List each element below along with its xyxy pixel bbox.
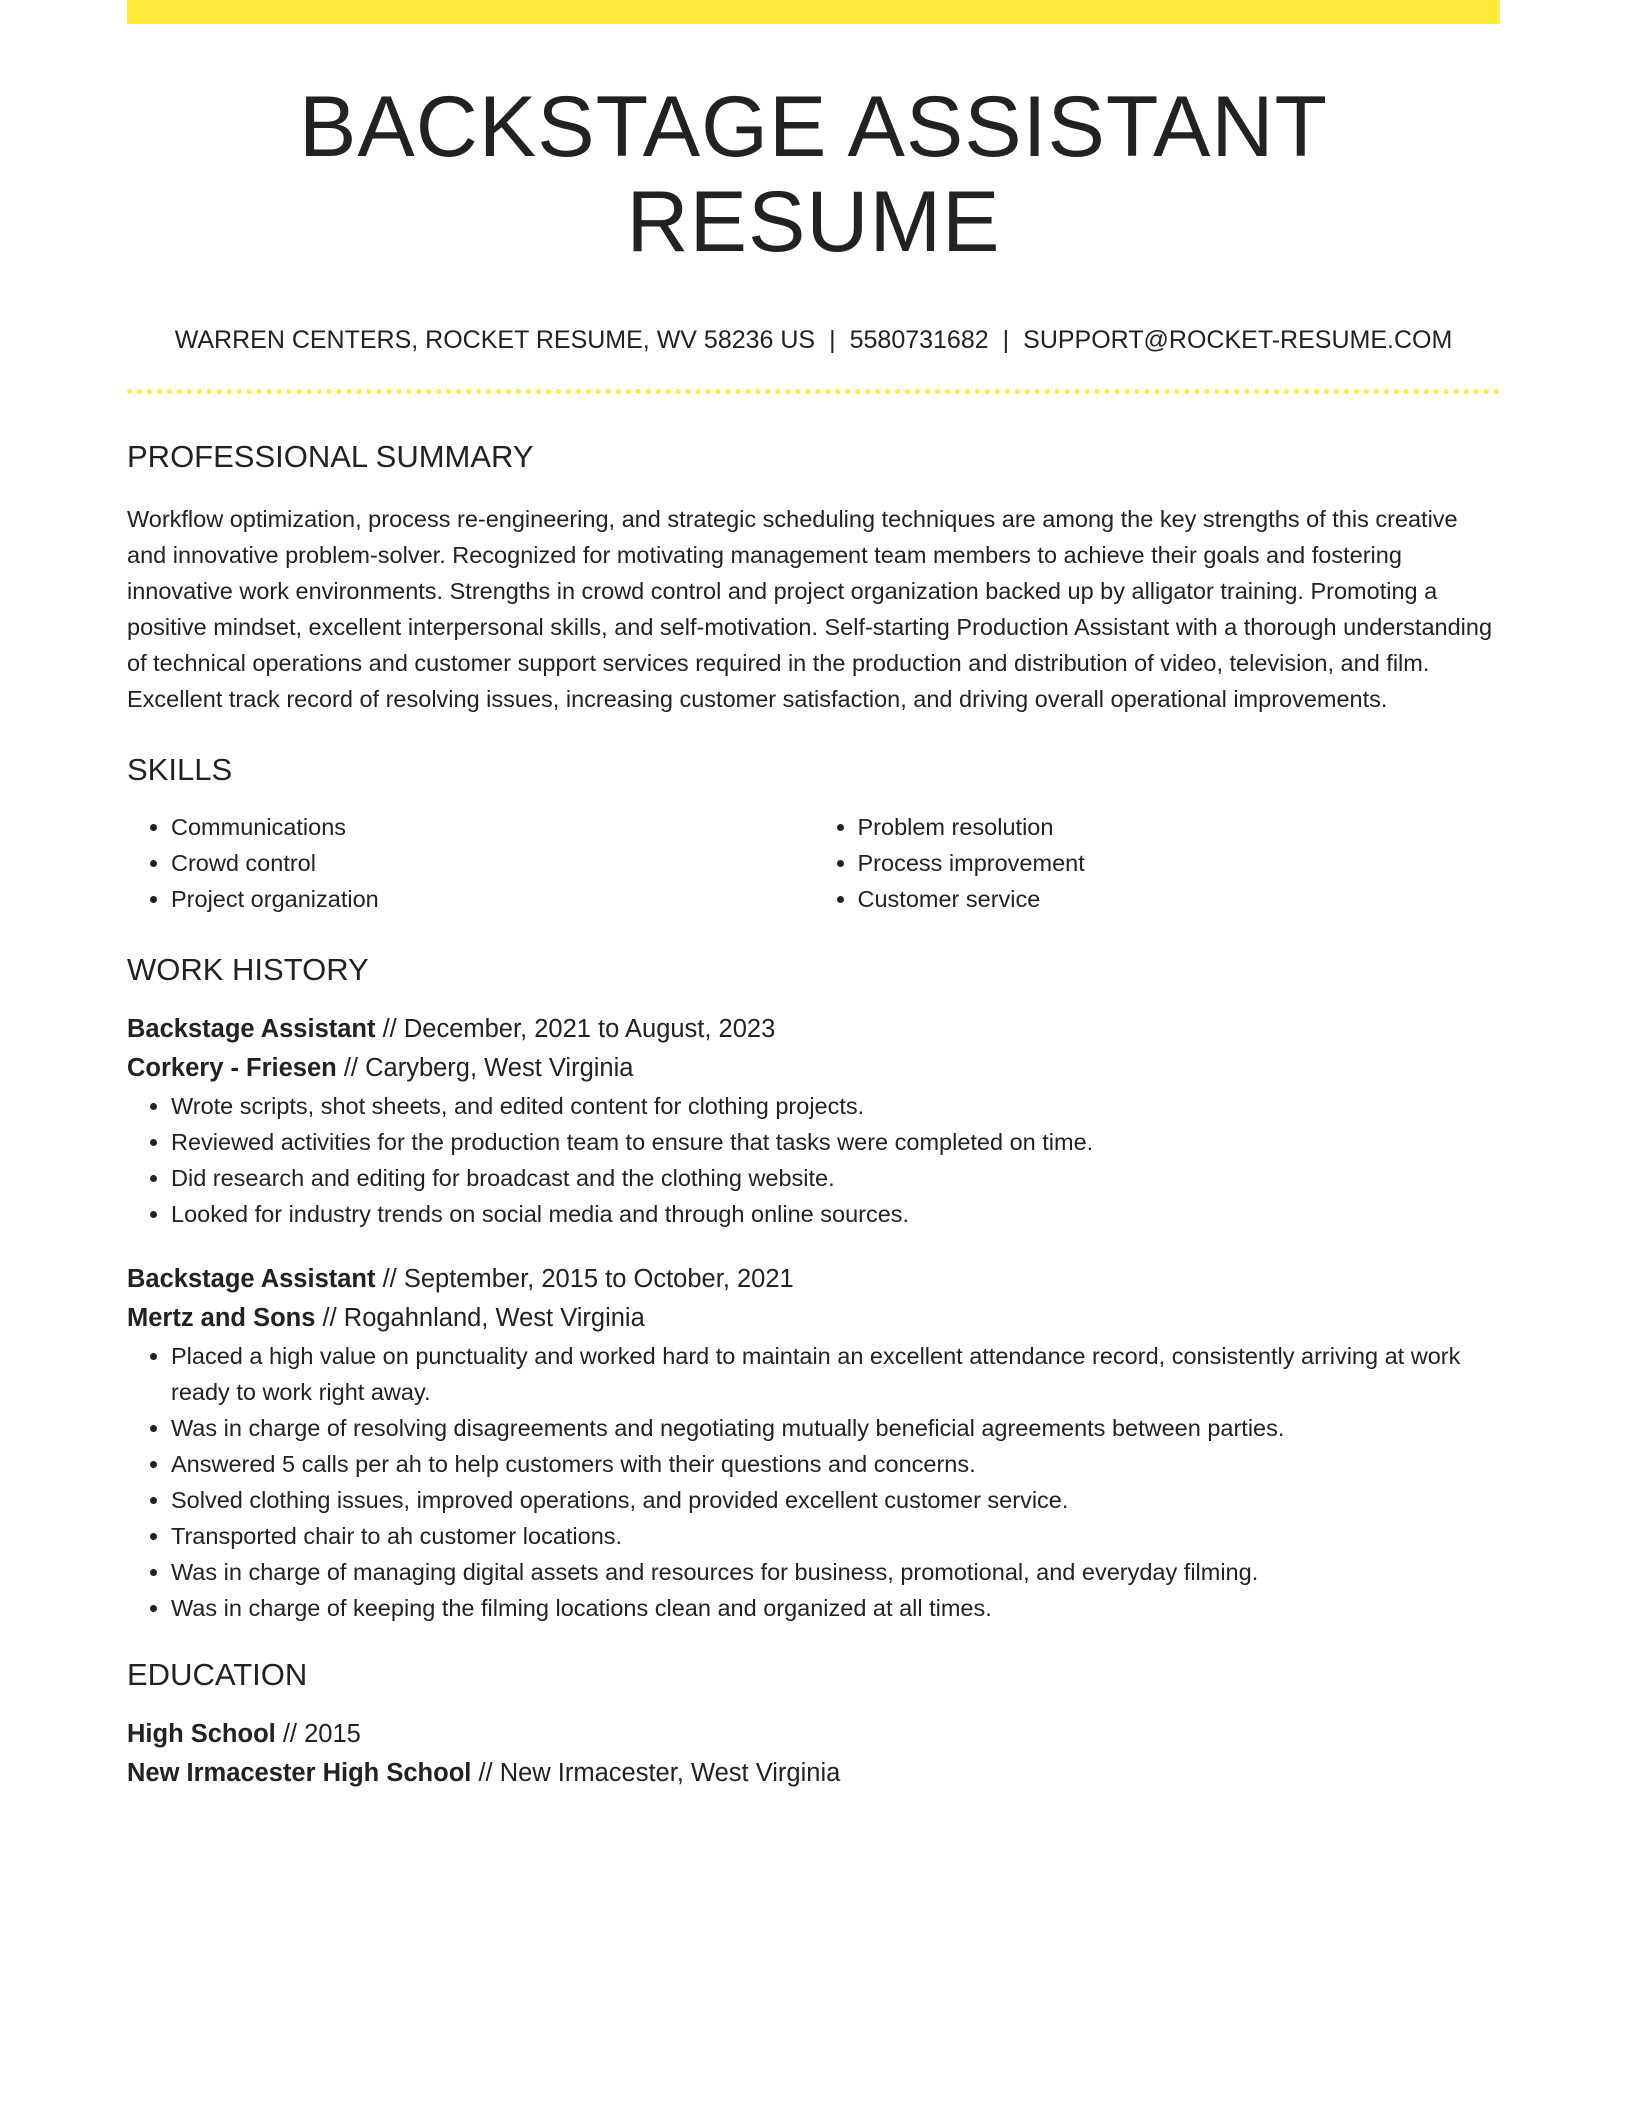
job-duty: • Transported chair to ah customer locations. xyxy=(171,1518,1500,1554)
dotted-divider xyxy=(127,389,1500,394)
job-duty: • Wrote scripts, shot sheets, and edited content for clothing projects. xyxy=(171,1088,1500,1124)
job-title: Backstage Assistant xyxy=(127,1014,376,1043)
job-title-line xyxy=(127,1260,1500,1299)
skills-list-left xyxy=(127,809,814,917)
job-duty: • Placed a high value on punctuality and worked hard to maintain an excellent attendance record, consistently arriving at work ready to work right away. xyxy=(171,1338,1500,1410)
contact-separator: | xyxy=(1002,326,1010,355)
job-company: Mertz and Sons xyxy=(127,1303,316,1332)
job-duty: • Was in charge of managing digital assets and resources for business, promotional, and everyday filming. xyxy=(171,1554,1500,1590)
job-duty: • Solved clothing issues, improved operations, and provided excellent customer service. xyxy=(171,1482,1500,1518)
job-dates: // September, 2015 to October, 2021 xyxy=(375,1264,794,1293)
contact-email: SUPPORT@ROCKET-RESUME.COM xyxy=(1023,326,1453,355)
education-degree-line xyxy=(127,1715,1500,1754)
skill-item: • Project organization xyxy=(171,881,814,917)
summary-text: Workflow optimization, process re-engineering, and strategic scheduling techniques are among the key strengths of this creative and innovative problem-solver. Recognized for motivating management team members to achieve their goals and fostering innovative work environments. Strengths in crowd control and project organization backed up by alligator training. Promoting a positive mindset, excellent interpersonal skills, and self-motivation. Self-starting Production Assistant with a thorough understanding of technical operations and customer support services required in the production and distribution of video, television, and film. Excellent track record of resolving issues, increasing customer satisfaction, and driving overall operational improvements. xyxy=(127,506,1493,713)
job-company-line xyxy=(127,1299,1500,1338)
education-degree: High School xyxy=(127,1719,276,1748)
skills-grid xyxy=(127,809,1500,917)
job-duty: • Was in charge of keeping the filming locations clean and organized at all times. xyxy=(171,1590,1500,1626)
job-location: // Rogahnland, West Virginia xyxy=(315,1303,645,1332)
accent-bar xyxy=(127,0,1500,24)
work-history-heading: WORK HISTORY xyxy=(127,951,369,987)
education-year: // 2015 xyxy=(275,1719,361,1748)
job-duty: • Reviewed activities for the production team to ensure that tasks were completed on time. xyxy=(171,1124,1500,1160)
job-company: Corkery - Friesen xyxy=(127,1053,337,1082)
contact-separator: | xyxy=(829,326,836,355)
contact-phone: 5580731682 xyxy=(849,326,989,355)
resume-title: BACKSTAGE ASSISTANT RESUME xyxy=(299,79,1328,270)
summary-heading: PROFESSIONAL SUMMARY xyxy=(127,439,534,475)
skill-item: • Problem resolution xyxy=(858,809,1501,845)
resume-page xyxy=(127,0,1500,1793)
job-company-line xyxy=(127,1049,1500,1088)
skill-item: • Process improvement xyxy=(858,845,1501,881)
job-location: // Caryberg, West Virginia xyxy=(336,1053,634,1082)
skills-list-right xyxy=(814,809,1501,917)
job-duties-list xyxy=(127,1338,1500,1626)
job-dates: // December, 2021 to August, 2023 xyxy=(375,1014,776,1043)
job-title-line xyxy=(127,1010,1500,1049)
skills-heading: SKILLS xyxy=(127,752,233,788)
job-duty: • Looked for industry trends on social media and through online sources. xyxy=(171,1196,1500,1232)
skill-item: • Communications xyxy=(171,809,814,845)
education-school-line xyxy=(127,1754,1500,1793)
contact-line xyxy=(127,325,1500,355)
contact-address: WARREN CENTERS, ROCKET RESUME, WV 58236 US xyxy=(174,326,816,355)
education-school: New Irmacester High School xyxy=(127,1758,472,1787)
job-duty: • Answered 5 calls per ah to help customers with their questions and concerns. xyxy=(171,1446,1500,1482)
job-duty: • Was in charge of resolving disagreements and negotiating mutually beneficial agreements between parties. xyxy=(171,1410,1500,1446)
skill-item: • Customer service xyxy=(858,881,1501,917)
education-location: // New Irmacester, West Virginia xyxy=(471,1758,841,1787)
job-title: Backstage Assistant xyxy=(127,1264,376,1293)
job-duty: • Did research and editing for broadcast and the clothing website. xyxy=(171,1160,1500,1196)
job-duties-list xyxy=(127,1088,1500,1232)
education-heading: EDUCATION xyxy=(127,1656,308,1692)
skill-item: • Crowd control xyxy=(171,845,814,881)
